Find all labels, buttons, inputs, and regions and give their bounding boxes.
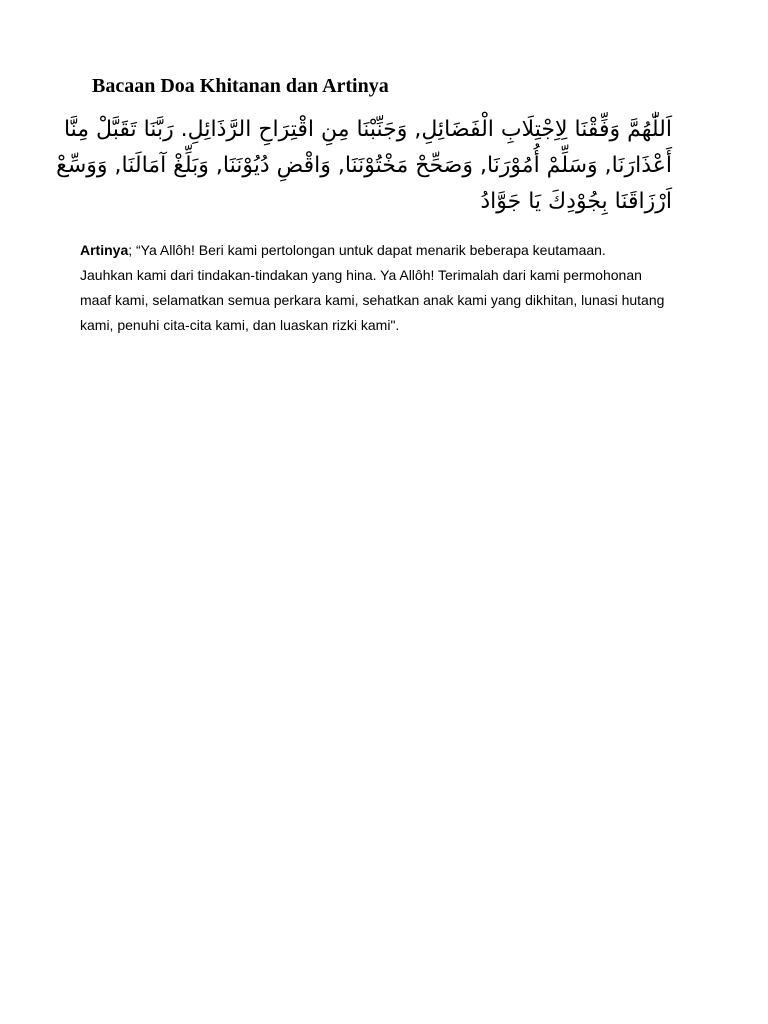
arabic-line-1: اَللّٰهُمَّ وَفِّقْنَا لِاِجْتِلَابِ الْفَضَائِلِ, وَجَنِّبْنَا مِنِ اقْتِرَاحِ الرَّذَائِلِ. رَبَّنَا تَقَبَّلْ مِنَّا [63,117,672,142]
translation-line-1-text: ; “Ya Allôh! Beri kami pertolongan untuk dapat menarik beberapa keutamaan. [128,242,606,258]
translation-paragraph [80,238,665,338]
arabic-line-2: أَعْذَارَنَا, وَسَلِّمْ أُمُوْرَنَا, وَصَحِّحْ مَخْتُوْنَنَا, وَاقْضِ دُيُوْنَنَا, وَبَلِّغْ آمَالَنَا, وَوَسِّعْ [56,153,672,178]
translation-line-4: kami, penuhi cita-cita kami, dan luaskan rizki kami". [80,317,400,333]
translation-line-1 [80,238,640,263]
translation-line-3: maaf kami, selamatkan semua perkara kami, sehatkan anak kami yang dikhitan, lunasi hutang [80,292,665,308]
arabic-line-3: اَرْزَاقَنَا بِجُوْدِكَ يَا جَوَّادُ [480,189,672,214]
translation-line-2: Jauhkan kami dari tindakan-tindakan yang hina. Ya Allôh! Terimalah dari kami permohonan [80,267,642,283]
arabic-prayer [56,112,672,220]
document-title: Bacaan Doa Khitanan dan Artinya [92,75,389,97]
translation-label: Artinya [80,242,129,258]
